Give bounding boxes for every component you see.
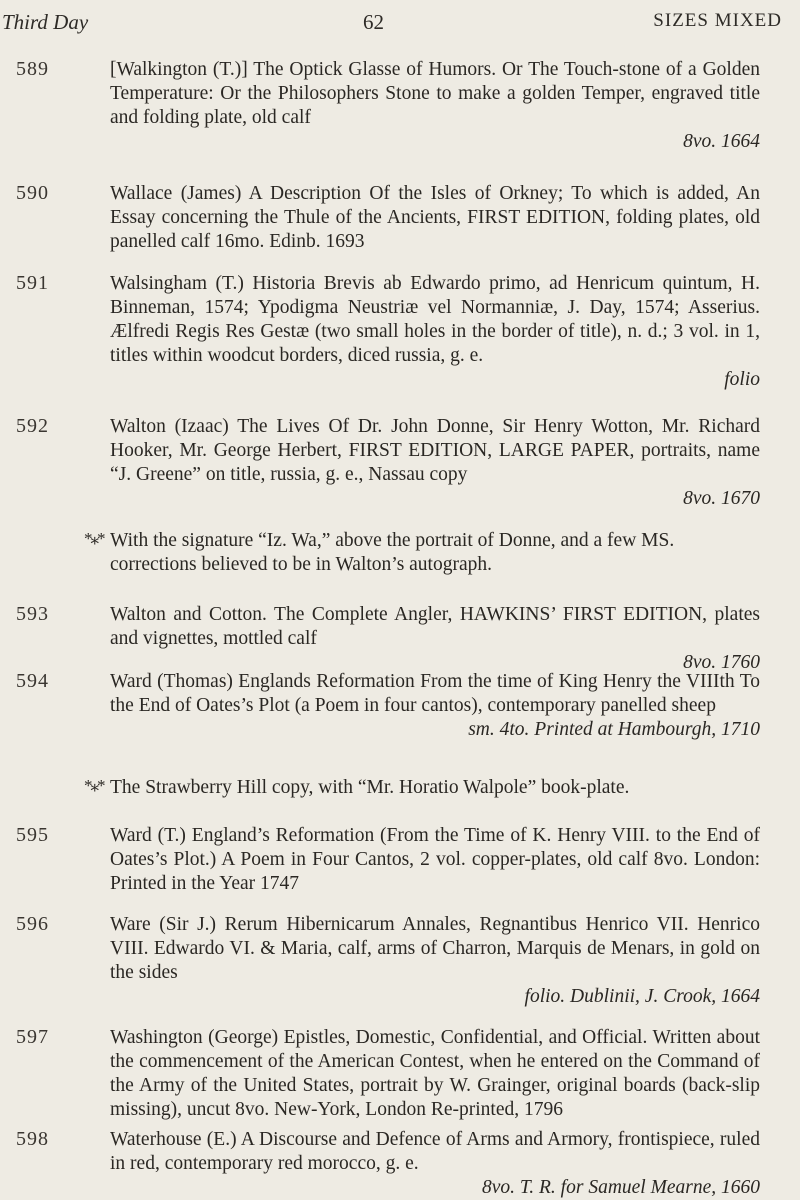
lot-description: [110, 824, 760, 896]
lot-text: Ware (Sir J.) Rerum Hibernicarum Annales, Regnantibus Henrico VII. Henrico VIII. Edwardo VI. & Maria, calf, arms of Charron, Marquis de Menars, in gold on the sides: [110, 914, 760, 983]
asterism-icon: *⁎*: [84, 776, 104, 795]
lot-description: [110, 603, 760, 673]
lot-imprint: 8vo. T. R. for Samuel Mearne, 1660: [481, 1177, 760, 1198]
lot-text: Walton (Izaac) The Lives Of Dr. John Donne, Sir Henry Wotton, Mr. Richard Hooker, Mr. George Herbert, FIRST EDITION, LARGE PAPER, portraits, name “J. Greene” on title, russia, g. e., Nassau copy: [110, 416, 760, 485]
lot-number: 597: [16, 1026, 49, 1048]
lot-text: Washington (George) Epistles, Domestic, Confidential, and Official. Written about the commencement of the American Contest, when he entered on the Command of the Army of the United States, portrait by W. Grainger, original boards (back-slip missing), uncut 8vo. New-York, London Re-printed, 1796: [110, 1027, 760, 1120]
lot-number: 591: [16, 272, 49, 294]
lot-text: Walton and Cotton. The Complete Angler, HAWKINS’ FIRST EDITION, plates and vignettes, mottled calf: [110, 604, 760, 649]
lot-number: 593: [16, 603, 49, 625]
lot-text: Walsingham (T.) Historia Brevis ab Edwardo primo, ad Henricum quintum, H. Binneman, 1574; Ypodigma Neustriæ vel Normanniæ, J. Day, 1574; Asserius. Ælfredi Regis Res Gestæ (two small holes in the border of title), n. d.; 3 vol. in 1, titles within woodcut borders, diced russia, g. e.: [110, 273, 760, 366]
header-day: Third Day: [2, 10, 89, 34]
lot-imprint: folio. Dublinii, J. Crook, 1664: [524, 986, 760, 1007]
lot-number: 589: [16, 58, 49, 80]
note-text: With the signature “Iz. Wa,” above the portrait of Donne, and a few MS. corrections believed to be in Walton’s autograph.: [110, 530, 675, 575]
lot-description: [110, 913, 760, 1009]
lot-number: 596: [16, 913, 49, 935]
lot-text: Waterhouse (E.) A Discourse and Defence of Arms and Armory, frontispiece, ruled in red, contemporary red morocco, g. e.: [110, 1129, 760, 1174]
lot-imprint: 8vo. 1760: [683, 652, 760, 673]
page-number: 62: [363, 10, 384, 34]
lot-text: Ward (T.) England’s Reformation (From the Time of K. Henry VIII. to the End of Oates’s Plot.) A Poem in Four Cantos, 2 vol. copper-plates, old calf 8vo. London: Printed in the Year 1747: [110, 825, 760, 894]
lot-imprint: folio: [724, 369, 760, 390]
lot-imprint: 8vo. 1664: [683, 131, 760, 152]
lot-description: [110, 58, 760, 154]
lot-number: 590: [16, 182, 49, 204]
lot-description: [110, 670, 760, 766]
lot-text: Ward (Thomas) Englands Reformation From the time of King Henry the VIIIth To the End of Oates’s Plot (a Poem in four cantos), contemporary panelled sheep: [110, 671, 760, 716]
lot-imprint: sm. 4to. Printed at Hambourgh, 1710: [468, 719, 760, 740]
page-header: [0, 10, 800, 38]
lot-number: 592: [16, 415, 49, 437]
header-section: SIZES MIXED: [653, 10, 782, 31]
lot-number: 598: [16, 1128, 49, 1150]
lot-description: [110, 1128, 760, 1198]
lot-description: [110, 272, 760, 392]
lot-text: Wallace (James) A Description Of the Isles of Orkney; To which is added, An Essay concerning the Thule of the Ancients, FIRST EDITION, folding plates, old panelled calf 16mo. Edinb. 1693: [110, 183, 760, 252]
lot-number: 594: [16, 670, 49, 692]
asterism-icon: *⁎*: [84, 529, 104, 548]
note-text: The Strawberry Hill copy, with “Mr. Horatio Walpole” book-plate.: [110, 777, 630, 798]
lot-note: [84, 529, 760, 577]
lot-note: [84, 776, 760, 800]
lot-number: 595: [16, 824, 49, 846]
lot-description: [110, 1026, 760, 1122]
lot-imprint: 8vo. 1670: [683, 488, 760, 509]
lot-description: [110, 415, 760, 511]
lot-text: [Walkington (T.)] The Optick Glasse of Humors. Or The Touch-stone of a Golden Temperature: Or the Philosophers Stone to make a golden Temper, engraved title and folding plate, old calf: [110, 59, 760, 128]
lot-description: [110, 182, 760, 254]
